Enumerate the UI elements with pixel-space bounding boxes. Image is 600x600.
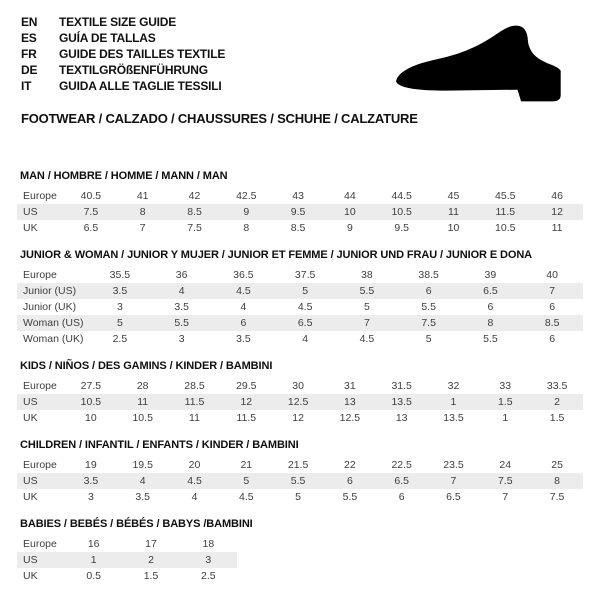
table-row [17, 552, 237, 568]
size-cell: 10.5 [65, 394, 117, 410]
size-cell: 7.5 [531, 489, 583, 505]
size-cell: 5 [89, 315, 151, 331]
size-cell: 36.5 [213, 267, 275, 283]
size-cell: 11 [428, 204, 480, 220]
row-label: US [17, 204, 65, 220]
size-cell: 12 [272, 410, 324, 426]
size-cell: 46 [531, 188, 583, 204]
table-row [17, 410, 583, 426]
row-label: UK [17, 410, 65, 426]
size-cell: 7 [336, 315, 398, 331]
size-cell: 3.5 [151, 299, 213, 315]
size-cell: 38.5 [398, 267, 460, 283]
table-row [17, 204, 583, 220]
size-table-man [17, 188, 583, 236]
size-cell: 22 [324, 457, 376, 473]
category-title: FOOTWEAR / CALZADO / CHAUSSURES / SCHUHE / CALZATURE [21, 111, 418, 126]
size-cell: 4 [274, 331, 336, 347]
size-cell: 10.5 [117, 410, 169, 426]
size-cell: 3.5 [213, 331, 275, 347]
size-table-children [17, 457, 583, 505]
size-cell: 7 [521, 283, 583, 299]
size-cell: 42 [169, 188, 221, 204]
size-cell: 9.5 [272, 204, 324, 220]
size-cell: 40.5 [65, 188, 117, 204]
size-cell: 9 [220, 204, 272, 220]
size-cell: 10.5 [376, 204, 428, 220]
row-label: Junior (US) [17, 283, 89, 299]
size-cell: 12.5 [272, 394, 324, 410]
size-cell: 8.5 [272, 220, 324, 236]
size-cell: 6 [213, 315, 275, 331]
table-title-children: CHILDREN / INFANTIL / ENFANTS / KINDER / BAMBINI [20, 439, 299, 451]
size-cell: 19.5 [117, 457, 169, 473]
size-table-section-junior-woman [17, 249, 583, 347]
size-cell: 6 [376, 489, 428, 505]
size-cell: 29.5 [220, 378, 272, 394]
size-cell: 5 [272, 489, 324, 505]
language-code: DE [21, 63, 38, 77]
size-cell: 11.5 [220, 410, 272, 426]
size-cell: 3.5 [65, 473, 117, 489]
size-cell: 11 [117, 394, 169, 410]
size-cell: 6 [521, 299, 583, 315]
size-cell: 11.5 [169, 394, 221, 410]
table-title-kids: KIDS / NIÑOS / DES GAMINS / KINDER / BAMBINI [20, 360, 273, 372]
size-cell: 42.5 [220, 188, 272, 204]
size-cell: 21 [220, 457, 272, 473]
row-label: US [17, 552, 65, 568]
table-row [17, 489, 583, 505]
size-cell: 6.5 [428, 489, 480, 505]
size-cell: 7.5 [169, 220, 221, 236]
size-cell: 12 [531, 204, 583, 220]
table-header-row [17, 457, 583, 473]
size-cell: 6 [398, 283, 460, 299]
row-label: UK [17, 489, 65, 505]
size-cell: 1 [479, 410, 531, 426]
size-cell: 21.5 [272, 457, 324, 473]
size-cell: 2 [531, 394, 583, 410]
language-label: GUÍA DE TALLAS [59, 31, 156, 45]
size-cell: 22.5 [376, 457, 428, 473]
row-label: Europe [17, 536, 65, 552]
size-cell: 6.5 [460, 283, 522, 299]
size-cell: 3 [65, 489, 117, 505]
language-label: GUIDA ALLE TAGLIE TESSILI [59, 79, 222, 93]
size-cell: 1.5 [122, 568, 179, 584]
size-cell: 4 [169, 489, 221, 505]
row-label: Europe [17, 188, 65, 204]
size-cell: 8 [220, 220, 272, 236]
row-label: Europe [17, 378, 65, 394]
size-cell: 11.5 [479, 204, 531, 220]
size-cell: 7.5 [398, 315, 460, 331]
size-cell: 40 [521, 267, 583, 283]
size-table-kids [17, 378, 583, 426]
size-cell: 13.5 [428, 410, 480, 426]
table-header-row [17, 267, 583, 283]
size-cell: 11 [169, 410, 221, 426]
size-cell: 7.5 [65, 204, 117, 220]
size-cell: 10 [428, 220, 480, 236]
size-cell: 4 [151, 283, 213, 299]
size-cell: 19 [65, 457, 117, 473]
size-cell: 2.5 [89, 331, 151, 347]
size-cell: 6 [521, 331, 583, 347]
size-table-section-man [17, 170, 583, 236]
size-tables [17, 170, 583, 584]
size-cell: 5 [220, 473, 272, 489]
size-cell: 31.5 [376, 378, 428, 394]
size-cell: 6 [460, 299, 522, 315]
size-cell: 4.5 [336, 331, 398, 347]
size-cell: 27.5 [65, 378, 117, 394]
size-cell: 6.5 [274, 315, 336, 331]
table-row [17, 315, 583, 331]
size-cell: 7.5 [479, 473, 531, 489]
size-cell: 2 [122, 552, 179, 568]
size-cell: 10 [324, 204, 376, 220]
size-cell: 4 [213, 299, 275, 315]
size-cell: 8.5 [169, 204, 221, 220]
table-row [17, 568, 237, 584]
size-cell: 12.5 [324, 410, 376, 426]
size-cell: 25 [531, 457, 583, 473]
size-cell: 0.5 [65, 568, 122, 584]
size-cell: 7 [117, 220, 169, 236]
size-cell: 6.5 [65, 220, 117, 236]
size-cell: 5.5 [398, 299, 460, 315]
row-label: Europe [17, 457, 65, 473]
size-cell: 5.5 [324, 489, 376, 505]
size-cell: 38 [336, 267, 398, 283]
size-cell: 45 [428, 188, 480, 204]
size-cell: 1 [428, 394, 480, 410]
size-cell: 8 [460, 315, 522, 331]
size-cell: 5.5 [336, 283, 398, 299]
row-label: Woman (UK) [17, 331, 89, 347]
size-cell: 3 [151, 331, 213, 347]
table-header-row [17, 188, 583, 204]
size-cell: 28.5 [169, 378, 221, 394]
size-cell: 4.5 [220, 489, 272, 505]
table-row [17, 473, 583, 489]
language-code: ES [21, 31, 37, 45]
row-label: Woman (US) [17, 315, 89, 331]
size-cell: 4 [117, 473, 169, 489]
row-label: UK [17, 568, 65, 584]
table-header-row [17, 536, 237, 552]
size-cell: 44 [324, 188, 376, 204]
size-cell: 5.5 [272, 473, 324, 489]
size-cell: 33 [479, 378, 531, 394]
size-cell: 8 [531, 473, 583, 489]
size-cell: 13.5 [376, 394, 428, 410]
size-cell: 31 [324, 378, 376, 394]
size-cell: 1.5 [531, 410, 583, 426]
size-cell: 44.5 [376, 188, 428, 204]
size-cell: 33.5 [531, 378, 583, 394]
size-cell: 45.5 [479, 188, 531, 204]
size-cell: 4.5 [213, 283, 275, 299]
size-cell: 5 [336, 299, 398, 315]
size-cell: 7 [479, 489, 531, 505]
size-cell: 6 [324, 473, 376, 489]
language-label: GUIDE DES TAILLES TEXTILE [59, 47, 226, 61]
size-cell: 10 [65, 410, 117, 426]
language-code: EN [21, 15, 38, 29]
size-cell: 37.5 [274, 267, 336, 283]
size-cell: 13 [324, 394, 376, 410]
size-cell: 28 [117, 378, 169, 394]
size-cell: 20 [169, 457, 221, 473]
size-cell: 3 [89, 299, 151, 315]
table-header-row [17, 378, 583, 394]
row-label: Junior (UK) [17, 299, 89, 315]
size-cell: 41 [117, 188, 169, 204]
language-label: TEXTILE SIZE GUIDE [59, 15, 177, 29]
size-cell: 5.5 [151, 315, 213, 331]
size-cell: 11 [531, 220, 583, 236]
size-cell: 32 [428, 378, 480, 394]
size-cell: 9 [324, 220, 376, 236]
size-cell: 35.5 [89, 267, 151, 283]
size-cell: 3 [180, 552, 237, 568]
size-table-section-babies [17, 518, 583, 584]
table-row [17, 299, 583, 315]
size-cell: 4.5 [274, 299, 336, 315]
size-cell: 30 [272, 378, 324, 394]
table-title-man: MAN / HOMBRE / HOMME / MANN / MAN [20, 170, 228, 182]
size-cell: 17 [122, 536, 179, 552]
size-cell: 18 [180, 536, 237, 552]
size-cell: 43 [272, 188, 324, 204]
size-cell: 39 [460, 267, 522, 283]
size-table-babies [17, 536, 237, 584]
table-row [17, 220, 583, 236]
size-cell: 8 [117, 204, 169, 220]
size-cell: 2.5 [180, 568, 237, 584]
shoe-silhouette-icon [387, 13, 585, 107]
size-cell: 5 [274, 283, 336, 299]
size-cell: 13 [376, 410, 428, 426]
size-cell: 23.5 [428, 457, 480, 473]
row-label: UK [17, 220, 65, 236]
size-cell: 7 [428, 473, 480, 489]
language-label: TEXTILGRÖßENFÜHRUNG [59, 63, 208, 77]
size-cell: 4.5 [169, 473, 221, 489]
table-row [17, 331, 583, 347]
size-cell: 1 [65, 552, 122, 568]
table-row [17, 394, 583, 410]
size-cell: 5 [398, 331, 460, 347]
size-cell: 24 [479, 457, 531, 473]
size-cell: 12 [220, 394, 272, 410]
size-cell: 3.5 [89, 283, 151, 299]
size-cell: 36 [151, 267, 213, 283]
row-label: Europe [17, 267, 89, 283]
table-title-babies: BABIES / BEBÉS / BÉBÉS / BABYS /BAMBINI [20, 518, 253, 530]
size-cell: 3.5 [117, 489, 169, 505]
size-cell: 9.5 [376, 220, 428, 236]
row-label: US [17, 394, 65, 410]
language-code: FR [21, 47, 37, 61]
size-cell: 6.5 [376, 473, 428, 489]
size-cell: 1.5 [479, 394, 531, 410]
size-cell: 8.5 [521, 315, 583, 331]
size-table-section-children [17, 439, 583, 505]
size-cell: 10.5 [479, 220, 531, 236]
size-cell: 16 [65, 536, 122, 552]
size-table-junior-woman [17, 267, 583, 347]
size-table-section-kids [17, 360, 583, 426]
table-title-junior-woman: JUNIOR & WOMAN / JUNIOR Y MUJER / JUNIOR ET FEMME / JUNIOR UND FRAU / JUNIOR E DONA [20, 249, 533, 261]
table-row [17, 283, 583, 299]
row-label: US [17, 473, 65, 489]
size-cell: 5.5 [460, 331, 522, 347]
language-code: IT [21, 79, 32, 93]
